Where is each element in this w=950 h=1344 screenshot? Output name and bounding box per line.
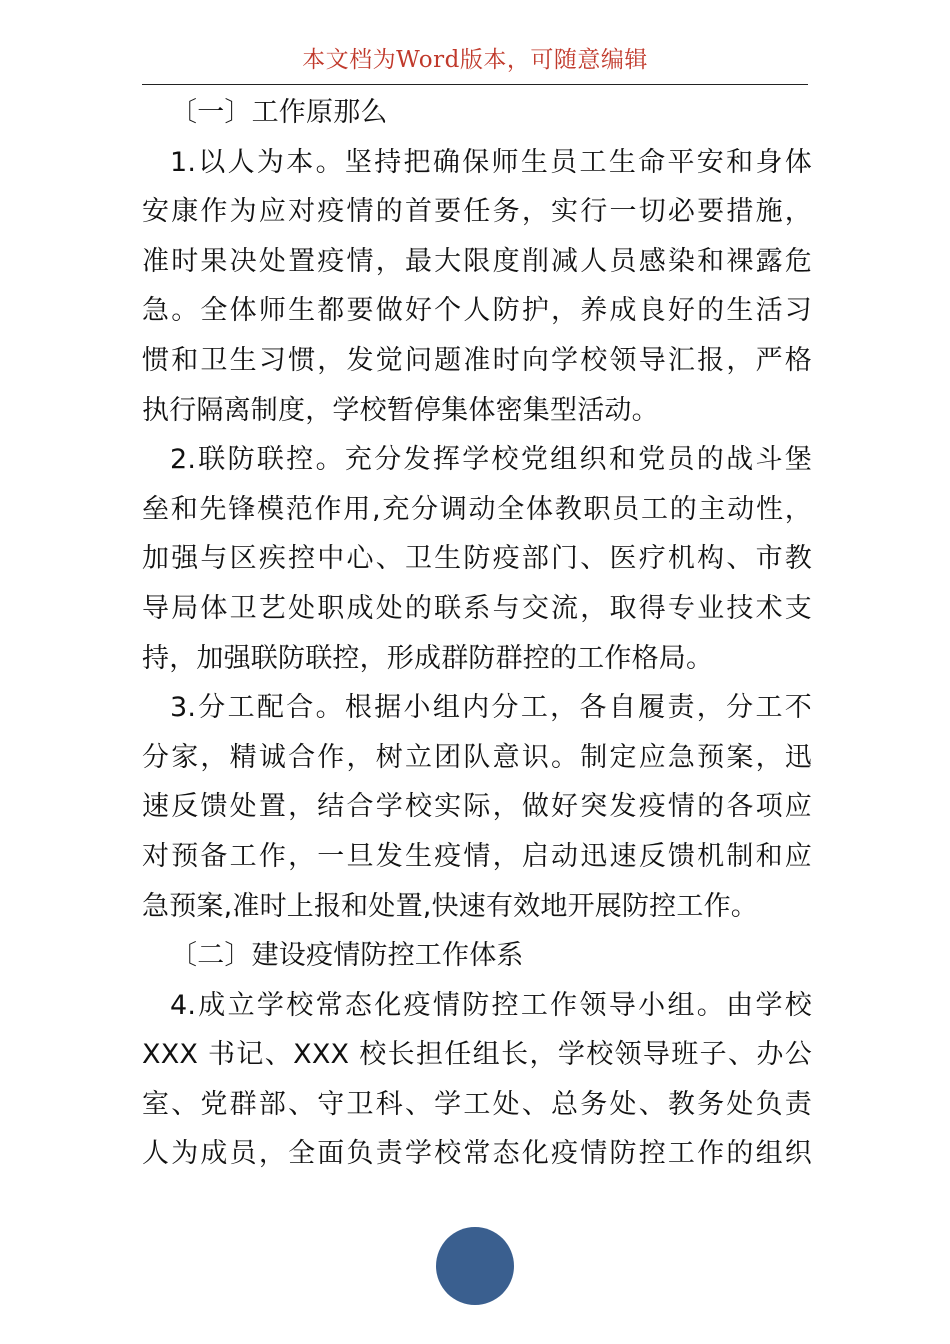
- paragraph-1-line: 安康作为应对疫情的首要任务，实行一切必要措施，: [142, 196, 812, 228]
- paragraph-3-line: 对预备工作，一旦发生疫情，启动迅速反馈机制和应: [142, 840, 812, 872]
- paragraph-3-line: 急预案,准时上报和处置,快速有效地开展防控工作。: [142, 890, 758, 922]
- paragraph-3-line: 3.分工配合。根据小组内分工，各自履责，分工不: [170, 692, 812, 724]
- page-number-circle: [436, 1227, 514, 1305]
- paragraph-2-line: 2.联防联控。充分发挥学校党组织和党员的战斗堡: [170, 444, 812, 476]
- page-header: [142, 44, 808, 85]
- section-heading-2: 〔二〕建设疫情防控工作体系: [170, 940, 524, 972]
- paragraph-4-line: 室、党群部、守卫科、学工处、总务处、教务处负责: [142, 1088, 812, 1120]
- paragraph-4-line: XXX 书记、XXX 校长担任组长，学校领导班子、办公: [142, 1039, 812, 1071]
- paragraph-1-line: 惯和卫生习惯，发觉问题准时向学校领导汇报，严格: [142, 344, 812, 376]
- paragraph-3-line: 速反馈处置，结合学校实际，做好突发疫情的各项应: [142, 791, 812, 823]
- paragraph-2-line: 持，加强联防联控，形成群防群控的工作格局。: [142, 642, 714, 674]
- paragraph-1-line: 执行隔离制度，学校暂停集体密集型活动。: [142, 394, 659, 426]
- paragraph-2-line: 垒和先锋模范作用,充分调动全体教职员工的主动性，: [142, 493, 812, 525]
- paragraph-4-line: 4.成立学校常态化疫情防控工作领导小组。由学校: [170, 989, 812, 1021]
- header-notice: 本文档为Word版本，可随意编辑: [302, 47, 648, 73]
- paragraph-3-line: 分家，精诚合作，树立团队意识。制定应急预案，迅: [142, 741, 812, 773]
- paragraph-1-line: 1.以人为本。坚持把确保师生员工生命平安和身体: [170, 146, 812, 178]
- paragraph-2-line: 导局体卫艺处职成处的联系与交流，取得专业技术支: [142, 592, 812, 624]
- paragraph-2-line: 加强与区疾控中心、卫生防疫部门、医疗机构、市教: [142, 543, 812, 575]
- paragraph-4-line: 人为成员，全面负责学校常态化疫情防控工作的组织: [142, 1138, 812, 1170]
- section-heading-1: 〔一〕工作原那么: [170, 97, 388, 128]
- paragraph-1-line: 急。全体师生都要做好个人防护，养成良好的生活习: [142, 295, 812, 327]
- document-body: [142, 88, 812, 1179]
- paragraph-1-line: 准时果决处置疫情，最大限度削减人员感染和裸露危: [142, 245, 812, 277]
